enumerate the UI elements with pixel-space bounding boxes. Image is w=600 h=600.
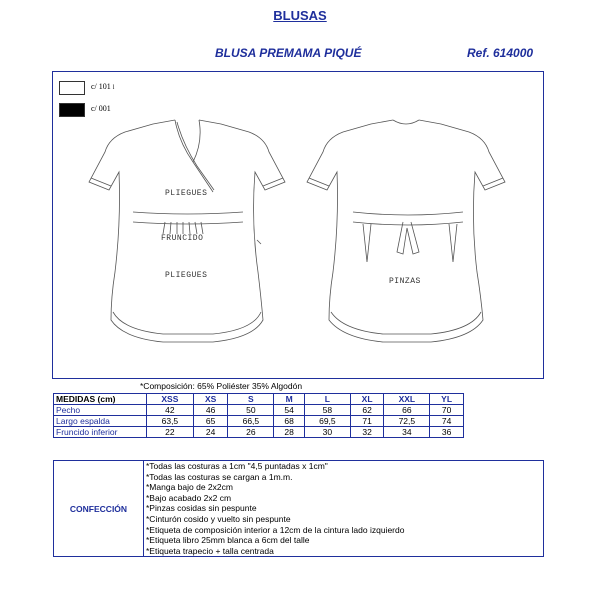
table-cell: 62 (350, 405, 384, 416)
table-cell: 36 (430, 427, 464, 438)
reference-number: Ref. 614000 (467, 46, 534, 60)
list-item: *Etiqueta trapecio + talla centrada (146, 545, 274, 556)
swatch-label-black: c/ 001 (91, 104, 111, 113)
size-col-yl: YL (430, 394, 464, 405)
table-cell: 71 (350, 416, 384, 427)
front-view-sketch (89, 120, 285, 342)
list-item: *Manga bajo de 2x2cm (146, 482, 233, 493)
front-label-pleats-top: PLIEGUES (165, 189, 208, 198)
garment-sketches (53, 72, 542, 377)
size-col-xl: XL (350, 394, 384, 405)
table-cell: 70 (430, 405, 464, 416)
construction-notes-list (144, 461, 544, 557)
table-cell: 26 (228, 427, 274, 438)
row-label-chest: Pecho (54, 405, 147, 416)
list-item: *Etiqueta libro 25mm blanca a 6cm del talle (146, 535, 310, 546)
list-item: *Pinzas cosidas sin pespunte (146, 503, 257, 514)
size-col-xxl: XXL (384, 394, 430, 405)
row-label-bottom-gather: Fruncido inferior (54, 427, 147, 438)
size-col-m: M (274, 394, 305, 405)
back-label-darts: PINZAS (389, 277, 421, 286)
construction-notes-table (53, 460, 544, 557)
table-row (54, 405, 464, 416)
table-cell: 69,5 (304, 416, 350, 427)
table-cell: 42 (147, 405, 194, 416)
fabric-composition: *Composición: 65% Poliéster 35% Algodón (140, 381, 303, 391)
table-row (54, 427, 464, 438)
list-item: *Cinturón cosido y vuelto sin pespunte (146, 513, 291, 524)
row-label-back-length: Largo espalda (54, 416, 147, 427)
table-cell: 63,5 (147, 416, 194, 427)
size-header-row (54, 394, 464, 405)
table-cell: 34 (384, 427, 430, 438)
technical-drawing-frame (52, 71, 544, 379)
size-col-xs: XS (193, 394, 228, 405)
size-col-xss: XSS (147, 394, 194, 405)
size-table-corner: MEDIDAS (cm) (54, 394, 147, 405)
list-item: *Todas las costuras a 1cm "4,5 puntadas x 1cm" (146, 461, 328, 471)
size-col-l: L (304, 394, 350, 405)
front-label-pleats-bottom: PLIEGUES (165, 271, 208, 280)
confeccion-label: CONFECCIÓN (54, 461, 144, 557)
table-cell: 24 (193, 427, 228, 438)
size-chart-table (53, 393, 464, 438)
list-item: *Bajo acabado 2x2 cm (146, 492, 232, 503)
table-cell: 46 (193, 405, 228, 416)
table-cell: 28 (274, 427, 305, 438)
table-cell: 54 (274, 405, 305, 416)
table-cell: 65 (193, 416, 228, 427)
table-cell: 50 (228, 405, 274, 416)
table-cell: 32 (350, 427, 384, 438)
document-title: BLUSAS (273, 8, 327, 23)
back-view-sketch (307, 120, 505, 342)
table-cell: 30 (304, 427, 350, 438)
table-cell: 74 (430, 416, 464, 427)
list-item: *Todas las costuras se cargan a 1m.m. (146, 471, 293, 482)
swatch-label-white: c/ 101 l (91, 82, 115, 91)
table-cell: 22 (147, 427, 194, 438)
table-cell: 58 (304, 405, 350, 416)
table-row (54, 416, 464, 427)
garment-title: BLUSA PREMAMA PIQUÉ (215, 46, 362, 60)
table-cell: 66,5 (228, 416, 274, 427)
front-label-gathering: FRUNCIDO (161, 234, 204, 243)
table-cell: 72,5 (384, 416, 430, 427)
list-item: *Etiqueta de composición interior a 12cm de la cintura lado izquierdo (146, 524, 405, 535)
table-cell: 66 (384, 405, 430, 416)
table-cell: 68 (274, 416, 305, 427)
size-col-s: S (228, 394, 274, 405)
